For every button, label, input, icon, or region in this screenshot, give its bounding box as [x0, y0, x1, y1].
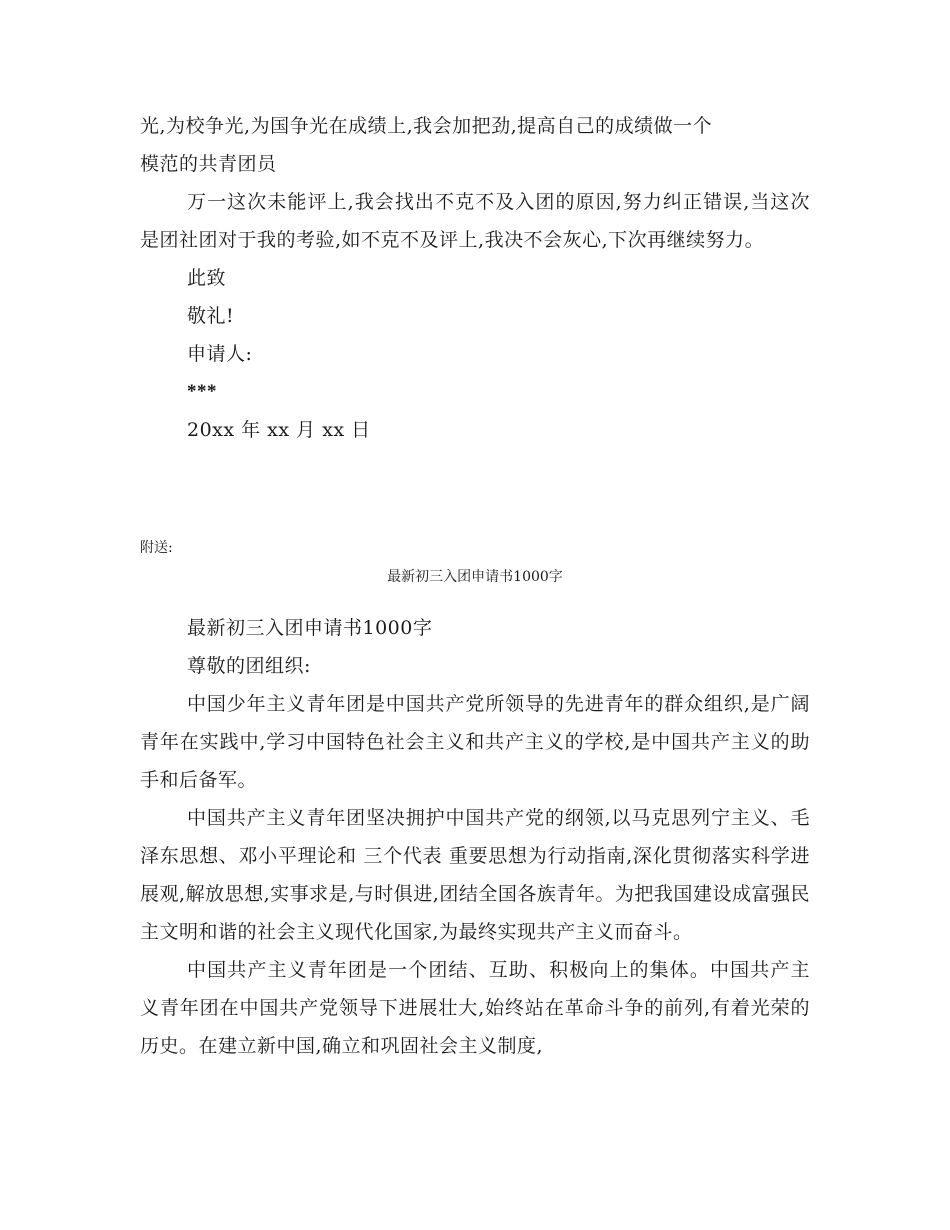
- appendix-title: 最新初三入团申请书1000字: [387, 569, 563, 585]
- body-paragraph: 中国少年主义青年团是中国共产党所领导的先进青年的群众组织,是广阔青年在实践中,学习中国特色社会主义和共产主义的学校,是中国共产主义的助手和后备军。: [140, 693, 810, 791]
- body-paragraph: 中国共产主义青年团是一个团结、互助、积极向上的集体。中国共产主义青年团在中国共产党领导下进展壮大,始终站在革命斗争的前列,有着光荣的历史。在建立新中国,确立和巩固社会主义制度,: [140, 959, 810, 1057]
- closing-line-2: 敬礼!: [187, 305, 235, 327]
- appendix-label: 附送:: [140, 540, 173, 556]
- continued-paragraph-line-1: 光,为校争光,为国争光在成绩上,我会加把劲,提高自己的成绩做一个: [140, 115, 713, 137]
- letter-ending: [140, 107, 810, 449]
- second-letter-heading: 最新初三入团申请书1000字: [187, 617, 433, 639]
- second-letter: [140, 609, 810, 1065]
- closing-line-1: 此致: [187, 267, 227, 289]
- continued-paragraph-line-2: 模范的共青团员: [140, 153, 277, 175]
- applicant-label: 申请人:: [187, 343, 253, 365]
- salutation: 尊敬的团组织:: [187, 655, 311, 677]
- paragraph-retry: 万一这次未能评上,我会找出不克不及入团的原因,努力纠正错误,当这次是团社团对于我的考验,如不克不及评上,我决不会灰心,下次再继续努力。: [140, 191, 810, 251]
- letter-date: 20xx 年 xx 月 xx 日: [187, 419, 371, 441]
- body-paragraph: 中国共产主义青年团坚决拥护中国共产党的纲领,以马克思列宁主义、毛泽东思想、邓小平理论和 三个代表 重要思想为行动指南,深化贯彻落实科学进展观,解放思想,实事求是,与时俱进,团结全国各族青年。为把我国建设成富强民主文明和谐的社会主义现代化国家,为最终实现共产主义而奋斗。: [140, 807, 810, 943]
- applicant-name: ***: [187, 381, 217, 402]
